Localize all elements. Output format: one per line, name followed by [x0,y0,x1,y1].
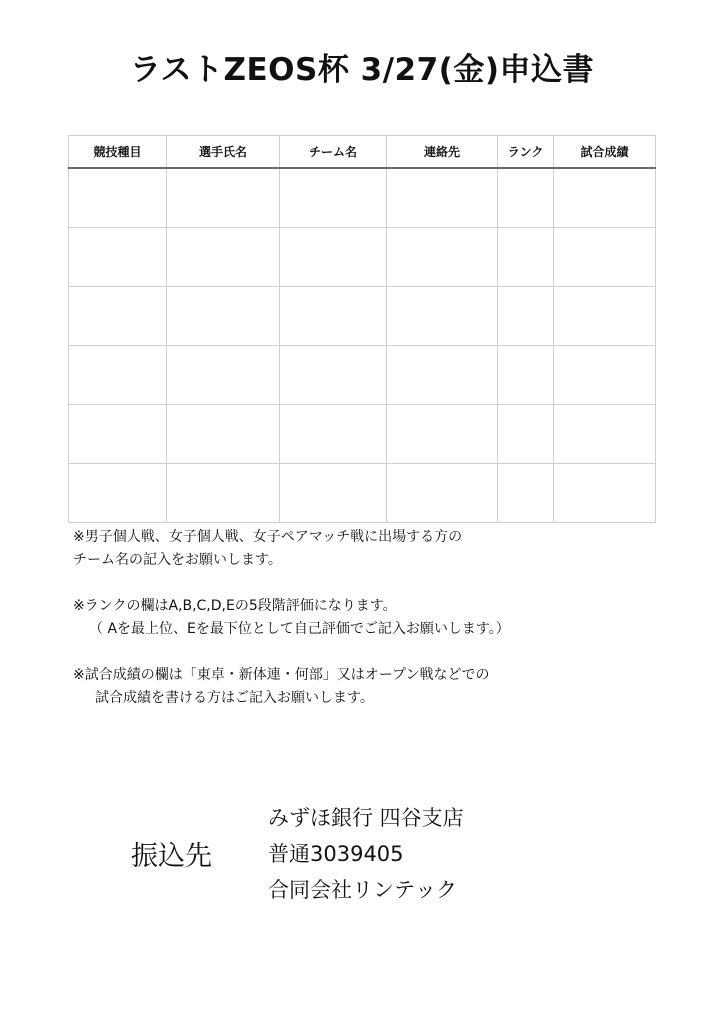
cell-match-record[interactable] [554,287,656,346]
cell-player-name[interactable] [167,228,280,287]
table-row [69,228,656,287]
cell-match-record[interactable] [554,168,656,228]
bank-account-number: 普通3039405 [268,842,404,866]
bank-account-holder: 合同会社リンテック [268,878,457,902]
note-rank [73,595,693,641]
cell-rank[interactable] [498,464,554,523]
note-team-name [73,526,693,572]
bank-branch: みずほ銀行 四谷支店 [268,806,464,830]
cell-player-name[interactable] [167,168,280,228]
cell-event[interactable] [69,168,167,228]
table-row [69,287,656,346]
cell-match-record[interactable] [554,405,656,464]
header-match-record: 試合成績 [554,136,656,169]
cell-player-name[interactable] [167,346,280,405]
cell-event[interactable] [69,405,167,464]
cell-rank[interactable] [498,168,554,228]
table-row [69,346,656,405]
cell-rank[interactable] [498,346,554,405]
form-title: ラストZEOS杯 3/27(金)申込書 [129,52,595,88]
cell-team-name[interactable] [280,464,387,523]
cell-team-name[interactable] [280,228,387,287]
cell-contact[interactable] [387,287,498,346]
note-text: ※男子個人戦、女子個人戦、女子ペアマッチ戦に出場する方の [73,529,463,545]
cell-event[interactable] [69,464,167,523]
cell-player-name[interactable] [167,287,280,346]
cell-player-name[interactable] [167,464,280,523]
note-match-record [73,664,693,710]
application-table [68,135,656,523]
cell-rank[interactable] [498,405,554,464]
header-rank: ランク [498,136,554,169]
note-text: （ Aを最上位、Eを最下位として自己評価でご記入お願いします。） [89,621,510,637]
cell-event[interactable] [69,346,167,405]
table-row [69,464,656,523]
cell-match-record[interactable] [554,464,656,523]
bank-details [268,800,464,908]
cell-match-record[interactable] [554,228,656,287]
cell-team-name[interactable] [280,168,387,228]
cell-rank[interactable] [498,228,554,287]
header-team-name: チーム名 [280,136,387,169]
cell-team-name[interactable] [280,346,387,405]
cell-contact[interactable] [387,228,498,287]
header-contact: 連絡先 [387,136,498,169]
notes-section [73,526,693,733]
cell-rank[interactable] [498,287,554,346]
cell-contact[interactable] [387,464,498,523]
cell-contact[interactable] [387,168,498,228]
cell-team-name[interactable] [280,287,387,346]
note-text: 試合成績を書ける方はご記入お願いします。 [95,690,374,706]
cell-match-record[interactable] [554,346,656,405]
table-header-row [69,136,656,169]
cell-event[interactable] [69,228,167,287]
cell-contact[interactable] [387,405,498,464]
transfer-label: 振込先 [131,841,212,872]
cell-team-name[interactable] [280,405,387,464]
table-row [69,405,656,464]
note-text: ※ランクの欄はA,B,C,D,Eの5段階評価になります。 [73,598,397,614]
header-event: 競技種目 [69,136,167,169]
cell-event[interactable] [69,287,167,346]
cell-contact[interactable] [387,346,498,405]
header-player-name: 選手氏名 [167,136,280,169]
note-text: チーム名の記入をお願いします。 [73,552,282,568]
cell-player-name[interactable] [167,405,280,464]
table-row [69,168,656,228]
note-text: ※試合成績の欄は「東卓・新体連・何部」又はオープン戦などでの [73,667,490,683]
